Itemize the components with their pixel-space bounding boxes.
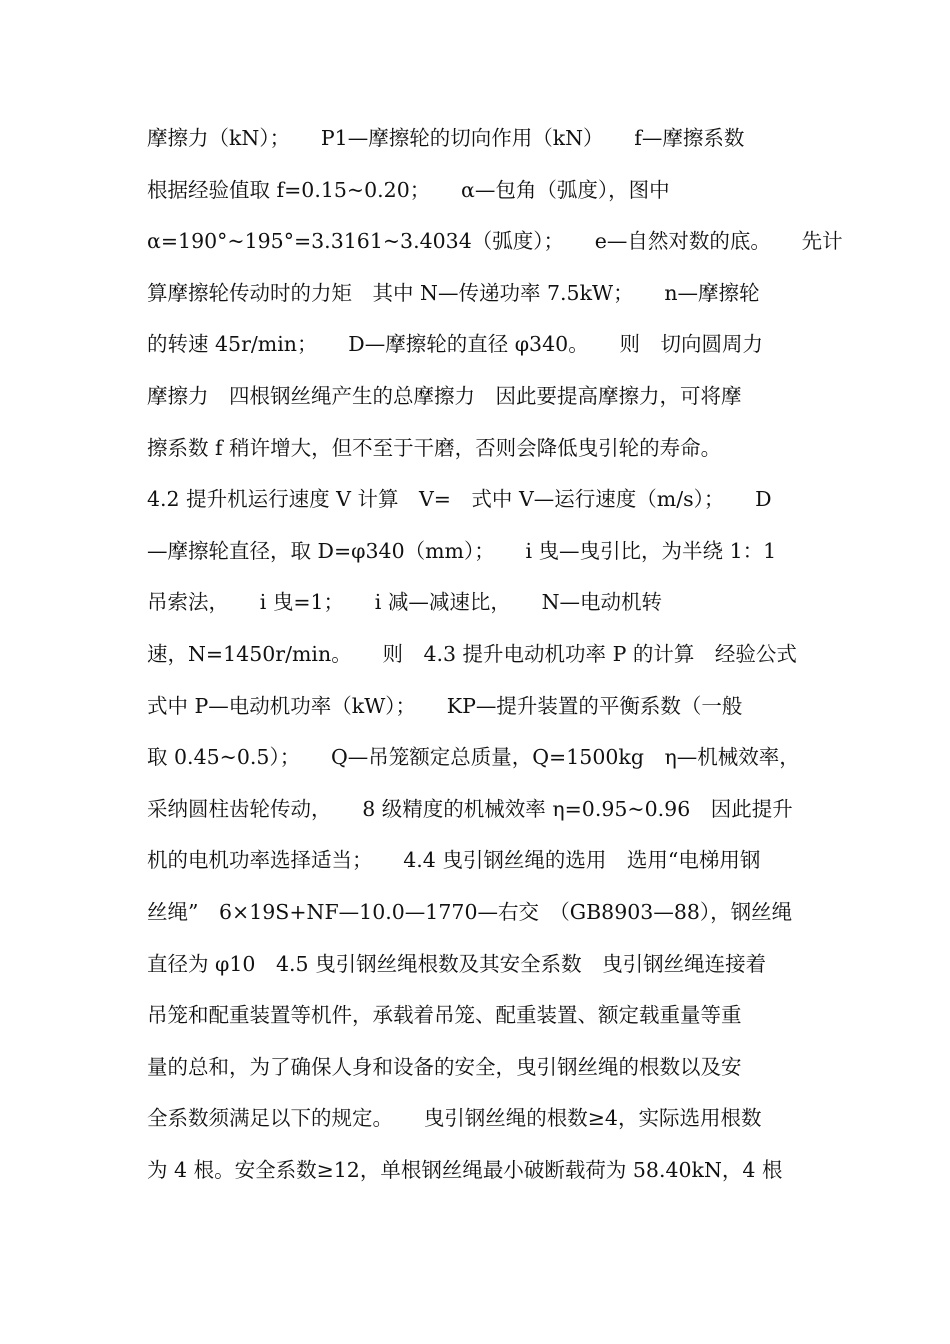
text-line: α=190°~195°=3.3161~3.4034（弧度）； e—自然对数的底。 先计 bbox=[147, 229, 843, 254]
text-line: 全系数须满足以下的规定。 曳引钢丝绳的根数≥4，实际选用根数 bbox=[147, 1106, 762, 1131]
text-line: 吊索法， i 曳=1； i 减—减速比， N—电动机转 bbox=[147, 590, 663, 615]
text-line: 根据经验值取 f=0.15~0.20； α—包角（弧度），图中 bbox=[147, 177, 670, 202]
text-line: 机的电机功率选择适当； 4.4 曳引钢丝绳的选用 选用“电梯用钢 bbox=[147, 848, 761, 873]
body-text bbox=[147, 118, 843, 1201]
text-line: 速，N=1450r/min。 则 4.3 提升电动机功率 P 的计算 经验公式 bbox=[147, 641, 797, 666]
text-line: 为 4 根。安全系数≥12，单根钢丝绳最小破断载荷为 58.40kN，4 根 bbox=[147, 1157, 783, 1182]
text-line: 算摩擦轮传动时的力矩 其中 N—传递功率 7.5kW； n—摩擦轮 bbox=[147, 280, 760, 305]
text-line: 摩擦力（kN）； P1—摩擦轮的切向作用（kN） f—摩擦系数 bbox=[147, 126, 745, 150]
text-line: 式中 P—电动机功率（kW）； KP—提升装置的平衡系数（一般 bbox=[147, 693, 743, 718]
text-line: 取 0.45~0.5）； Q—吊笼额定总质量，Q=1500kg η—机械效率， bbox=[147, 745, 800, 770]
text-line: —摩擦轮直径，取 D=φ340（mm）； i 曳—曳引比，为半绕 1：1 bbox=[147, 538, 777, 563]
text-line: 吊笼和配重装置等机件，承载着吊笼、配重装置、额定载重量等重 bbox=[147, 1003, 742, 1028]
text-line: 丝绳” 6×19S+NF—10.0—1770—右交 （GB8903—88），钢丝绳 bbox=[147, 899, 793, 924]
text-line: 直径为 φ10 4.5 曳引钢丝绳根数及其安全系数 曳引钢丝绳连接着 bbox=[147, 951, 767, 976]
text-line: 擦系数 f 稍许增大，但不至于干磨，否则会降低曳引轮的寿命。 bbox=[147, 435, 722, 460]
text-line: 采纳圆柱齿轮传动， 8 级精度的机械效率 η=0.95~0.96 因此提升 bbox=[147, 796, 793, 821]
text-line: 4.2 提升机运行速度 V 计算 V= 式中 V—运行速度（m/s）； D bbox=[147, 487, 772, 512]
text-line: 摩擦力 四根钢丝绳产生的总摩擦力 因此要提高摩擦力，可将摩 bbox=[147, 383, 742, 408]
text-line: 的转速 45r/min； D—摩擦轮的直径 φ340。 则 切向圆周力 bbox=[147, 332, 763, 357]
text-line: 量的总和，为了确保人身和设备的安全，曳引钢丝绳的根数以及安 bbox=[147, 1054, 742, 1079]
